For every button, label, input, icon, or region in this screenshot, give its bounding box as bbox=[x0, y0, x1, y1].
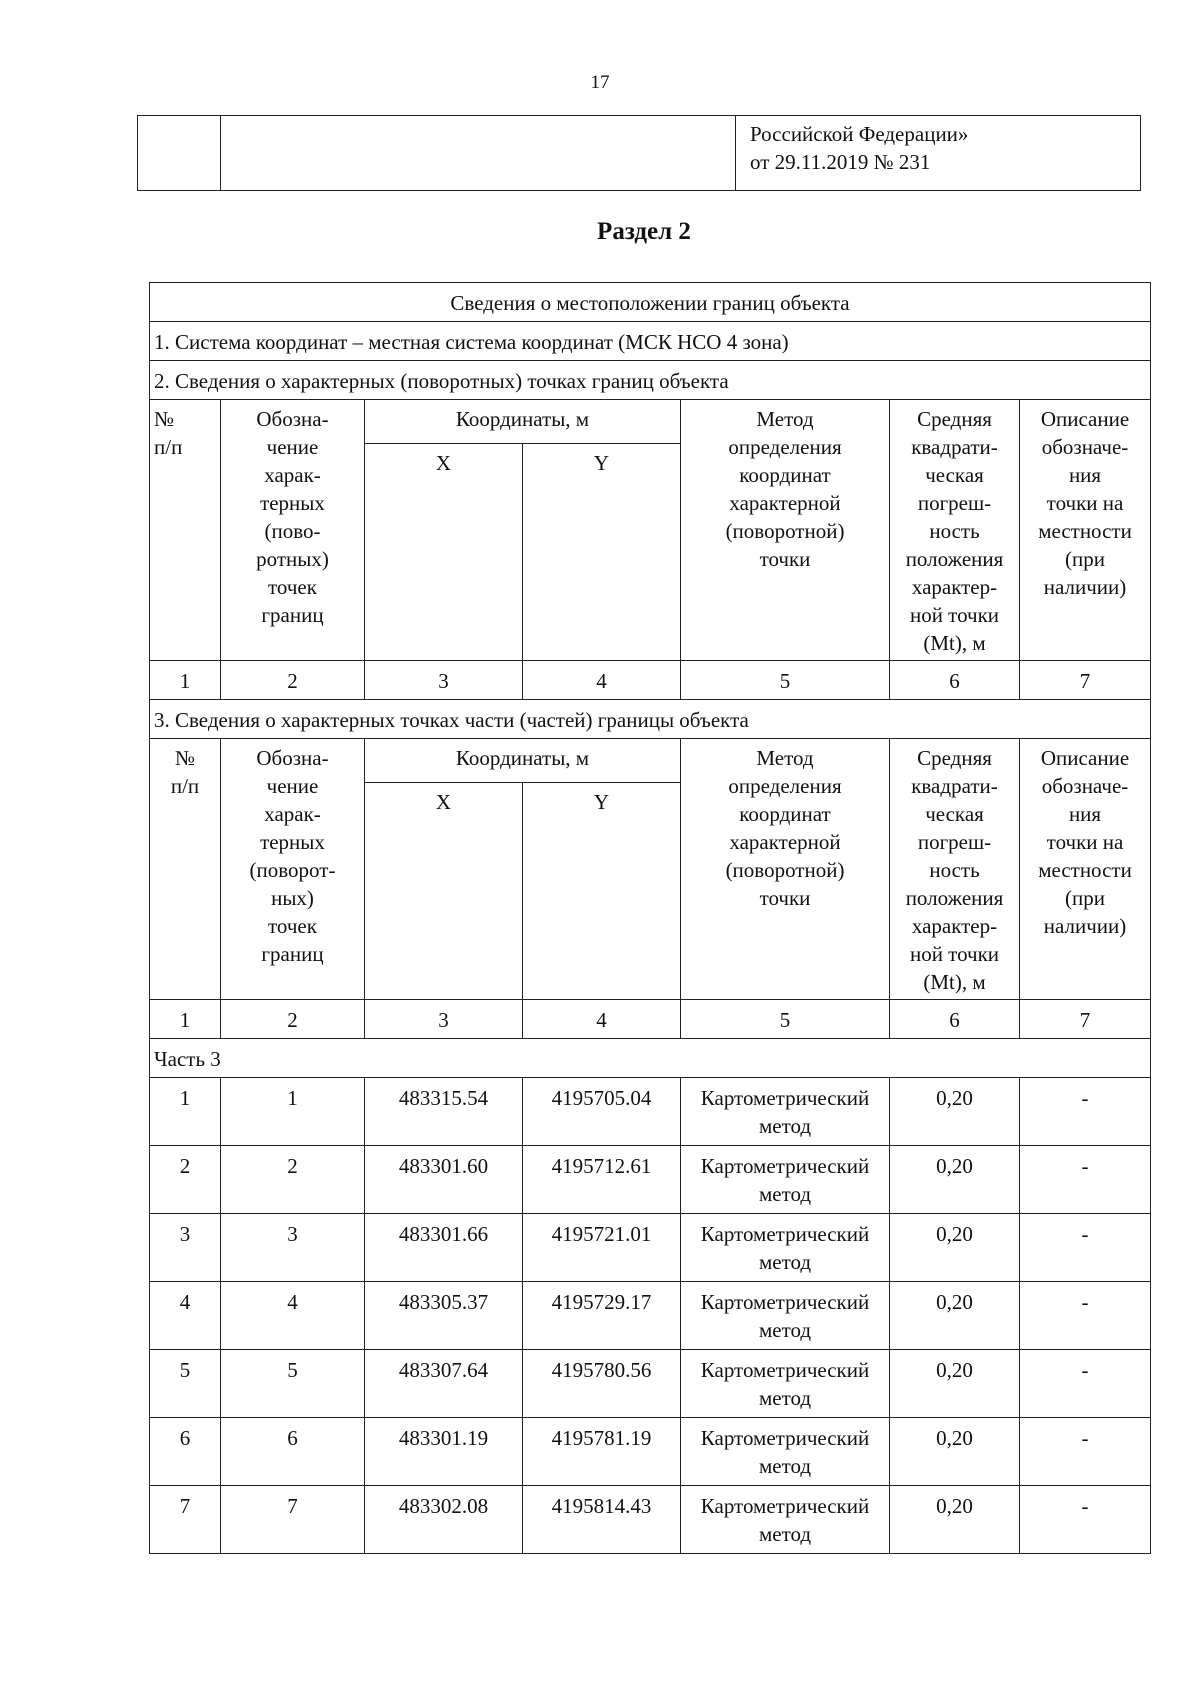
error-value: 0,20 bbox=[890, 1214, 1020, 1282]
column-number: 7 bbox=[1020, 661, 1151, 700]
point-description: - bbox=[1020, 1146, 1151, 1214]
column-number-row bbox=[150, 661, 1151, 700]
reference-date-line: от 29.11.2019 № 231 bbox=[750, 150, 931, 174]
section-title: Раздел 2 bbox=[597, 218, 691, 245]
coordinate-y: 4195705.04 bbox=[523, 1078, 681, 1146]
column-number: 3 bbox=[365, 661, 523, 700]
point-designation: 4 bbox=[221, 1282, 365, 1350]
error-value: 0,20 bbox=[890, 1418, 1020, 1486]
part-label: Часть 3 bbox=[150, 1039, 1151, 1078]
header-method: Метод определения координат характерной (поворотной) точки bbox=[681, 739, 890, 1000]
coordinate-x: 483305.37 bbox=[365, 1282, 523, 1350]
header-y: Y bbox=[523, 444, 681, 661]
table-title: Сведения о местоположении границ объекта bbox=[150, 283, 1151, 322]
header-description: Описание обозначе- ния точки на местности (при наличии) bbox=[1020, 739, 1151, 1000]
point-designation: 7 bbox=[221, 1486, 365, 1554]
header-num: № п/п bbox=[150, 739, 221, 1000]
column-number: 4 bbox=[523, 661, 681, 700]
table-row bbox=[150, 1078, 1151, 1146]
header-coordinates: Координаты, м bbox=[365, 739, 681, 783]
table-row bbox=[150, 1282, 1151, 1350]
table-row bbox=[150, 1350, 1151, 1418]
coordinate-x: 483307.64 bbox=[365, 1350, 523, 1418]
point-designation: 2 bbox=[221, 1146, 365, 1214]
method-cell: Картометрический метод bbox=[681, 1350, 890, 1418]
method-cell: Картометрический метод bbox=[681, 1146, 890, 1214]
method-cell: Картометрический метод bbox=[681, 1282, 890, 1350]
point-description: - bbox=[1020, 1282, 1151, 1350]
section-2-title: 2. Сведения о характерных (поворотных) точках границ объекта bbox=[150, 361, 1151, 400]
error-value: 0,20 bbox=[890, 1486, 1020, 1554]
empty-cell bbox=[138, 116, 221, 191]
coordinate-y: 4195781.19 bbox=[523, 1418, 681, 1486]
header-method: Метод определения координат характерной (поворотной) точки bbox=[681, 400, 890, 661]
point-description: - bbox=[1020, 1350, 1151, 1418]
header-num: № п/п bbox=[150, 400, 221, 661]
document-reference bbox=[736, 116, 1141, 191]
table-row bbox=[150, 1146, 1151, 1214]
error-value: 0,20 bbox=[890, 1078, 1020, 1146]
column-number: 3 bbox=[365, 1000, 523, 1039]
boundary-coordinates-table bbox=[149, 282, 1151, 1554]
error-value: 0,20 bbox=[890, 1282, 1020, 1350]
point-designation: 1 bbox=[221, 1078, 365, 1146]
point-description: - bbox=[1020, 1214, 1151, 1282]
coordinate-y: 4195721.01 bbox=[523, 1214, 681, 1282]
coordinate-y: 4195729.17 bbox=[523, 1282, 681, 1350]
table-row bbox=[150, 1418, 1151, 1486]
table-row bbox=[150, 1214, 1151, 1282]
header-x: X bbox=[365, 783, 523, 1000]
method-cell: Картометрический метод bbox=[681, 1418, 890, 1486]
point-designation: 5 bbox=[221, 1350, 365, 1418]
column-number: 4 bbox=[523, 1000, 681, 1039]
header-reference-table bbox=[137, 115, 1141, 191]
point-description: - bbox=[1020, 1486, 1151, 1554]
point-designation: 3 bbox=[221, 1214, 365, 1282]
method-cell: Картометрический метод bbox=[681, 1486, 890, 1554]
reference-line: Российской Федерации» bbox=[750, 122, 969, 146]
method-cell: Картометрический метод bbox=[681, 1214, 890, 1282]
point-number: 2 bbox=[150, 1146, 221, 1214]
empty-cell bbox=[221, 116, 736, 191]
table-row bbox=[150, 1486, 1151, 1554]
header-designation: Обозна- чение харак- терных (пово- ротных) точек границ bbox=[221, 400, 365, 661]
coordinate-y: 4195814.43 bbox=[523, 1486, 681, 1554]
column-number: 1 bbox=[150, 1000, 221, 1039]
point-number: 5 bbox=[150, 1350, 221, 1418]
header-coordinates: Координаты, м bbox=[365, 400, 681, 444]
column-number: 5 bbox=[681, 1000, 890, 1039]
column-number: 2 bbox=[221, 661, 365, 700]
column-number: 1 bbox=[150, 661, 221, 700]
column-number: 6 bbox=[890, 661, 1020, 700]
point-number: 4 bbox=[150, 1282, 221, 1350]
method-cell: Картометрический метод bbox=[681, 1078, 890, 1146]
point-number: 1 bbox=[150, 1078, 221, 1146]
column-number: 2 bbox=[221, 1000, 365, 1039]
coordinate-x: 483302.08 bbox=[365, 1486, 523, 1554]
column-number: 6 bbox=[890, 1000, 1020, 1039]
point-description: - bbox=[1020, 1078, 1151, 1146]
point-number: 7 bbox=[150, 1486, 221, 1554]
point-number: 3 bbox=[150, 1214, 221, 1282]
coordinate-y: 4195712.61 bbox=[523, 1146, 681, 1214]
coordinate-x: 483301.60 bbox=[365, 1146, 523, 1214]
coordinate-x: 483301.19 bbox=[365, 1418, 523, 1486]
coordinate-y: 4195780.56 bbox=[523, 1350, 681, 1418]
coordinate-x: 483315.54 bbox=[365, 1078, 523, 1146]
page-number: 17 bbox=[590, 72, 610, 93]
header-description: Описание обозначе- ния точки на местности (при наличии) bbox=[1020, 400, 1151, 661]
coordinate-system-row: 1. Система координат – местная система координат (МСК НСО 4 зона) bbox=[150, 322, 1151, 361]
header-error: Средняя квадрати- ческая погреш- ность положения характер- ной точки (Mt), м bbox=[890, 400, 1020, 661]
error-value: 0,20 bbox=[890, 1146, 1020, 1214]
header-designation: Обозна- чение харак- терных (поворот- ных) точек границ bbox=[221, 739, 365, 1000]
column-number: 5 bbox=[681, 661, 890, 700]
coordinate-x: 483301.66 bbox=[365, 1214, 523, 1282]
column-number: 7 bbox=[1020, 1000, 1151, 1039]
header-error: Средняя квадрати- ческая погреш- ность положения характер- ной точки (Mt), м bbox=[890, 739, 1020, 1000]
point-number: 6 bbox=[150, 1418, 221, 1486]
error-value: 0,20 bbox=[890, 1350, 1020, 1418]
point-designation: 6 bbox=[221, 1418, 365, 1486]
column-number-row bbox=[150, 1000, 1151, 1039]
header-y: Y bbox=[523, 783, 681, 1000]
header-x: X bbox=[365, 444, 523, 661]
section-3-title: 3. Сведения о характерных точках части (частей) границы объекта bbox=[150, 700, 1151, 739]
point-description: - bbox=[1020, 1418, 1151, 1486]
